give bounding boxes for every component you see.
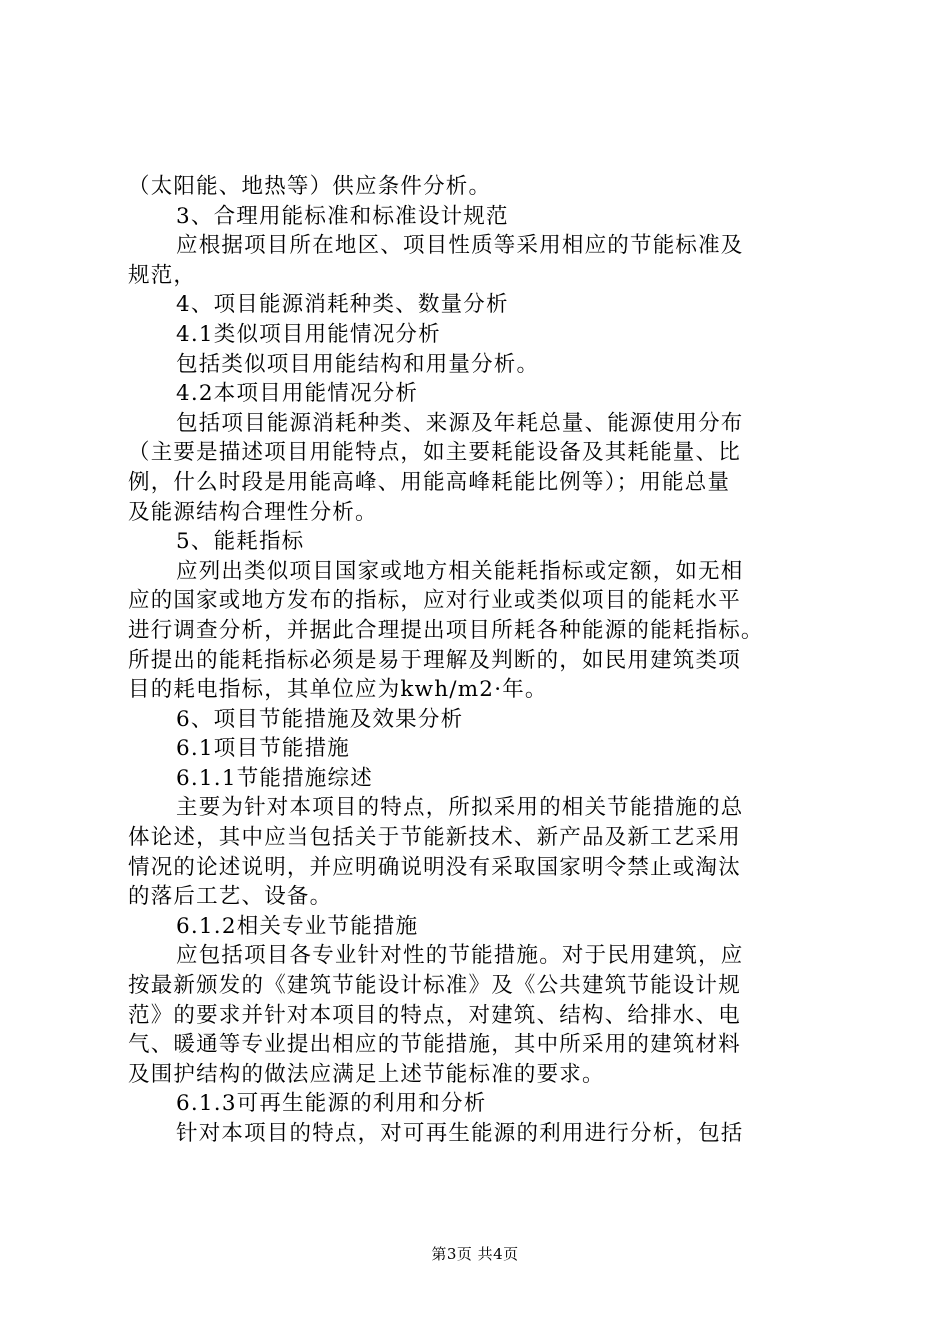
subsection-heading: 6.1项目节能措施 xyxy=(176,736,350,762)
paragraph-line: 应包括项目各专业针对性的节能措施。对于民用建筑，应 xyxy=(176,943,744,969)
paragraph-line: 及能源结构合理性分析。 xyxy=(128,499,378,525)
subsection-heading: 6.1.2相关专业节能措施 xyxy=(176,913,419,939)
paragraph-line: 包括项目能源消耗种类、来源及年耗总量、能源使用分布 xyxy=(176,410,744,436)
paragraph-line: 的落后工艺、设备。 xyxy=(128,884,333,910)
paragraph-line: 针对本项目的特点，对可再生能源的利用进行分析，包括 xyxy=(176,1121,744,1146)
paragraph-line: 气、暖通等专业提出相应的节能措施，其中所采用的建筑材料 xyxy=(128,1032,741,1058)
subsection-heading: 6.1.1节能措施综述 xyxy=(176,765,373,791)
paragraph-line: 目的耗电指标，其单位应为kwh/m2·年。 xyxy=(128,677,548,703)
section-heading: 4、项目能源消耗种类、数量分析 xyxy=(176,292,509,318)
paragraph-line: （主要是描述项目用能特点，如主要耗能设备及其耗能量、比 xyxy=(128,440,741,466)
subsection-heading: 4.1类似项目用能情况分析 xyxy=(176,321,441,347)
paragraph-line: 情况的论述说明，并应明确说明没有采取国家明令禁止或淘汰 xyxy=(128,854,741,880)
paragraph-line: 应的国家或地方发布的指标，应对行业或类似项目的能耗水平 xyxy=(128,588,741,614)
paragraph-line: 例，什么时段是用能高峰、用能高峰耗能比例等）；用能总量 xyxy=(128,469,731,495)
paragraph-line: 及围护结构的做法应满足上述节能标准的要求。 xyxy=(128,1061,605,1087)
subsection-heading: 6.1.3可再生能源的利用和分析 xyxy=(176,1091,487,1117)
paragraph-line: 包括类似项目用能结构和用量分析。 xyxy=(176,351,540,377)
paragraph-line: 规范， xyxy=(128,262,197,288)
section-heading: 3、合理用能标准和标准设计规范 xyxy=(176,203,509,229)
paragraph-line: 所提出的能耗指标必须是易于理解及判断的，如民用建筑类项 xyxy=(128,647,741,673)
section-heading: 6、项目节能措施及效果分析 xyxy=(176,706,464,732)
document-body xyxy=(128,172,828,1149)
paragraph-line: 主要为针对本项目的特点，所拟采用的相关节能措施的总 xyxy=(176,795,744,821)
paragraph-line: （太阳能、地热等）供应条件分析。 xyxy=(128,174,492,199)
subsection-heading: 4.2本项目用能情况分析 xyxy=(176,381,419,407)
paragraph-line: 进行调查分析，并据此合理提出项目所耗各种能源的能耗指标。 xyxy=(128,617,764,643)
paragraph-line: 按最新颁发的《建筑节能设计标准》及《公共建筑节能设计规 xyxy=(128,973,741,999)
section-heading: 5、能耗指标 xyxy=(176,529,305,555)
page-number-label: 第3页 共4页 xyxy=(431,1245,519,1263)
paragraph-line: 应列出类似项目国家或地方相关能耗指标或定额，如无相 xyxy=(176,558,744,584)
paragraph-line: 范》的要求并针对本项目的特点，对建筑、结构、给排水、电 xyxy=(128,1002,741,1028)
page-footer xyxy=(0,1244,950,1264)
paragraph-line: 体论述，其中应当包括关于节能新技术、新产品及新工艺采用 xyxy=(128,825,741,851)
paragraph-line: 应根据项目所在地区、项目性质等采用相应的节能标准及 xyxy=(176,233,744,259)
